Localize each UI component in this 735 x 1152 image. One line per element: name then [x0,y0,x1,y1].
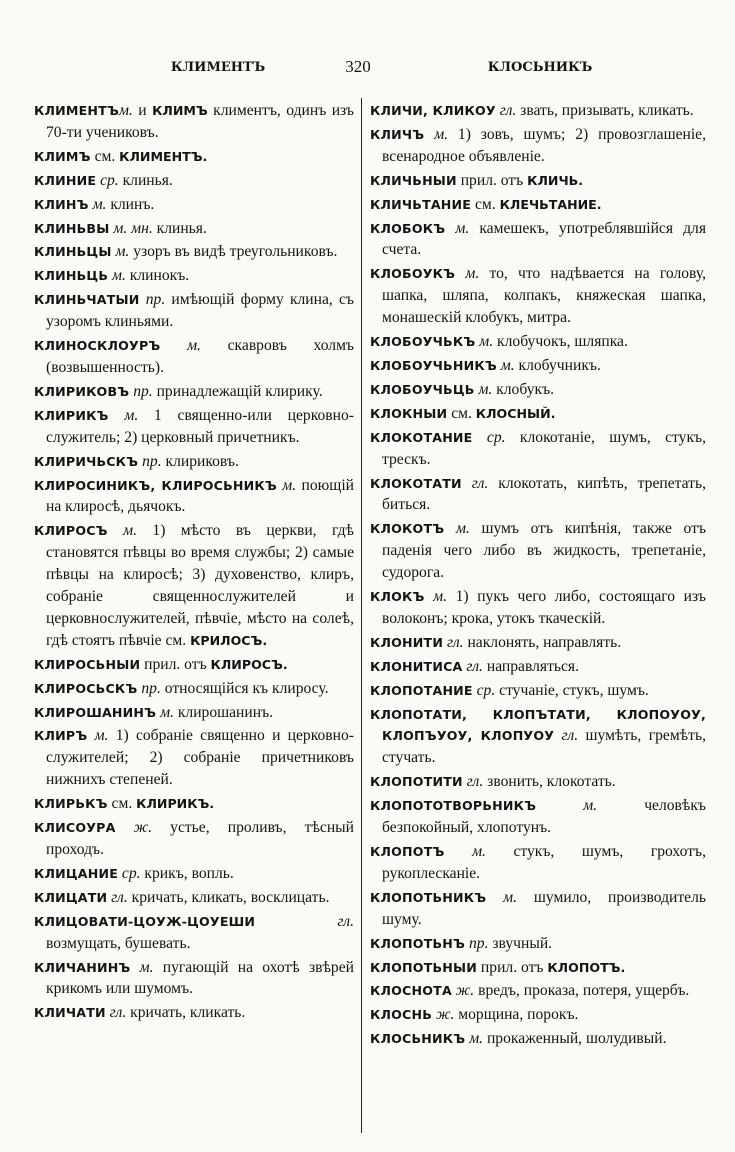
headword: КЛОПОТОТВОРЬНИКЪ [370,798,537,814]
definition: звучный. [488,934,553,952]
definition: звать, призывать, кликать. [516,102,694,119]
dictionary-entry [34,475,354,519]
definition: человѣкъ безпокойный, хлопотунъ. [382,797,706,837]
dictionary-entry [370,586,706,630]
grammar-label: ср. [472,681,496,699]
headword: КЛИРЪ [34,728,88,744]
grammar-label: м. [465,1030,484,1048]
definition: 1) мѣсто въ церкви, гдѣ становятся пѣвцы во время службы; 2) самые пѣвцы на клиросѣ; 3) духовенство, клиръ, собраніе священнослужителей и церковнослужителей, пѣвчіе, мѣсто на солеѣ, гдѣ стоятъ пѣвчіе см. [46,522,354,649]
definition: стукъ, шумъ, грохотъ, рукоплесканіе. [382,843,706,882]
headword: КЛОНИТИ [370,634,444,650]
headword: КЛОСНЬ [370,1007,433,1023]
grammar-label: м. [130,958,154,976]
dictionary-entry [34,520,354,651]
definition: то, что надѣвается на голову, шапка, шляпа, колпакъ, княжеская шапка, монашескій клобукъ, митра. [382,265,707,327]
headword: КЛИНЪ [34,196,89,212]
dictionary-entry [34,335,354,379]
grammar-label: м. [111,243,130,261]
grammar-label: м. [444,843,486,860]
definition: скавровъ холмъ (возвышенность). [46,337,354,376]
definition: относящійся къ клиросу. [160,679,329,697]
headword: КЛОПОТИТИ [370,774,463,790]
definition: поющій на клиросѣ, дьячокъ. [46,476,354,516]
headword: КЛОПОТАТИ, КЛОПЪТАТИ, КЛОПОУОУ, КЛОПЪУОУ, КЛОПУОУ [370,706,706,744]
dictionary-entry [34,1002,354,1024]
grammar-label: м. [87,727,109,745]
headword: КЛИРОСЬСКЪ [34,680,138,696]
dictionary-entry [34,265,354,287]
grammar-label: м. [445,219,470,237]
cross-reference: КЛИРИКЪ. [136,796,215,812]
grammar-label: м. [160,337,201,355]
cross-reference: КЛЕЧЬТАНИЕ. [499,196,602,212]
cross-reference: КРИЛОСЪ. [190,632,268,648]
headword: КЛОБОКЪ [370,220,446,236]
definition: крикъ, вопль. [140,864,234,882]
dictionary-entry [370,331,706,353]
definition: см. [90,147,120,165]
left-running-head: КЛИМЕНТЪ [170,60,266,75]
grammar-label: м. [474,380,493,398]
dictionary-entry [34,170,354,192]
grammar-label: ср. [96,171,119,189]
headword: КЛИЧЪ [370,126,425,142]
grammar-label: м. [486,888,518,906]
headword: КЛОКОТАТИ [370,475,462,491]
cross-reference: КЛОСНЫЙ. [475,405,556,421]
headword: КЛИНОСКЛОУРЪ [34,338,161,354]
grammar-label: пр. [139,291,166,309]
definition: 1) пукъ чего либо, состоящаго изъ волоконъ; крока, утокъ ткаческій. [382,588,706,627]
headword: КЛОКЪ [370,589,425,605]
definition: наклонять, направлять. [463,633,622,651]
definition: шумѣть, гремѣть, стучать. [382,727,706,767]
grammar-label: гл. [462,773,484,791]
dictionary-entry [34,957,354,1001]
dictionary-entry [34,817,354,861]
dictionary-entry [34,678,354,700]
grammar-label: пр. [137,679,161,697]
grammar-label: м. [475,333,494,351]
headword: КЛОБОУЧЬЦЬ [370,381,475,397]
definition: принадлежащій клирику. [152,382,323,400]
definition: звонить, клокотать. [483,773,616,791]
definition-tail: климентъ, одинъ изъ 70-ти учениковъ. [46,102,354,141]
dictionary-entry [370,379,706,401]
definition: камешекъ, употреблявшійся для счета. [382,219,706,259]
grammar-label: ж. [115,819,153,837]
headword: КЛИНЬЦЬ [34,268,109,284]
page-header [0,57,735,84]
definition: шумило, производитель шуму. [382,888,706,928]
grammar-label: гл. [443,633,464,651]
headword: КЛИЧАНИНЪ [34,959,131,975]
headword: КЛИРОСИНИКЪ, КЛИРОСЬНИКЪ [34,477,277,493]
definition: клокотаніе, шумъ, стукъ, трескъ. [382,428,706,468]
dictionary-entry [34,654,354,676]
dictionary-entry [370,1004,706,1026]
headword: КЛОСЬНИКЪ [370,1031,466,1047]
definition: и [132,102,153,119]
grammar-label: гл. [462,657,483,675]
dictionary-entry [370,933,706,955]
dictionary-entry [370,957,706,979]
dictionary-entry [370,656,706,678]
grammar-label: м. [444,520,470,538]
definition: клобучникъ. [514,356,601,374]
headword: КЛИЧЬТАНИЕ [370,196,472,212]
headword: КЛИНЬЦЫ [34,244,112,260]
definition: кричать, кликать. [126,1004,246,1022]
cross-reference: КЛИЧЬ. [527,172,584,188]
grammar-label: м. [156,703,174,721]
dictionary-entry [34,405,354,449]
headword: КЛОБОУКЪ [370,266,456,282]
headword: КЛИРИКОВЪ [34,383,130,399]
grammar-label: ж. [451,982,475,1000]
definition: см. [447,404,476,422]
dictionary-entry [370,1028,706,1050]
page-number: 320 [345,57,371,76]
definition: прил. отъ [456,171,528,189]
grammar-label: м. мн. [109,219,153,237]
headword: КЛОПОТАНИЕ [370,682,473,698]
definition: клириковъ. [161,452,239,470]
headword: КЛИЦАТИ [34,889,108,905]
definition: возмущать, бушевать. [46,934,191,952]
grammar-label: гл. [107,888,128,906]
dictionary-entry [34,725,354,791]
cross-reference: КЛИМЪ [152,103,208,118]
right-running-head: КЛОСЬНИКЪ [487,60,593,75]
grammar-label: м. [424,588,448,606]
dictionary-entry [370,170,706,192]
cross-reference: КЛОПОТЪ. [547,959,626,975]
grammar-label: м. [496,356,515,374]
definition: имѣющій форму клина, съ узоромъ клиньями. [46,291,354,331]
dictionary-entry [370,980,706,1002]
headword: КЛОКОТАНИЕ [370,429,473,445]
dictionary-entry [34,887,354,909]
definition: клобукъ. [492,380,555,398]
headword: КЛИМЕНТЪ [34,103,119,118]
headword: КЛИНЬВЫ [34,220,110,236]
definition: см. [471,195,500,213]
grammar-label: м. [455,265,480,283]
dictionary-entry [34,194,354,216]
grammar-label: гл. [255,912,354,930]
cross-reference: КЛИРОСЪ. [210,656,288,672]
headword: КЛОПОТЬНЪ [370,935,466,951]
headword: КЛИЧИ, КЛИКОУ [370,103,496,118]
headword: КЛОСНОТА [370,983,452,999]
dictionary-entry [370,680,706,702]
headword: КЛИЧАТИ [34,1005,106,1021]
dictionary-entry [370,518,706,584]
dictionary-entry [370,704,706,770]
grammar-label: м. [107,522,137,540]
cross-reference: КЛИМЕНТЪ. [119,148,208,164]
grammar-label: м. [108,267,126,285]
definition: клинья. [118,171,173,189]
headword: КЛОПОТЪ [370,844,445,859]
dictionary-entry [34,381,354,403]
headword: КЛОКОТЪ [370,521,445,537]
grammar-label: гл. [554,727,579,745]
dictionary-entry [370,427,706,471]
headword: КЛИРИЧЬСКЪ [34,453,139,469]
dictionary-entry [34,863,354,885]
dictionary-entry [370,887,706,931]
definition: клокотать, кипѣть, трепетать, биться. [382,474,706,514]
grammar-label: гл. [105,1004,127,1022]
headword: КЛИРИКЪ [34,407,109,423]
grammar-label: пр. [465,934,489,952]
headword: КЛИРОСЪ [34,523,108,539]
dictionary-entry [34,241,354,263]
dictionary-entry [370,795,706,839]
definition: клирошанинъ. [173,703,274,721]
headword: КЛОКНЫИ [370,405,448,421]
dictionary-entry [34,451,354,473]
headword: КЛИНЬЧАТЫИ [34,292,140,308]
grammar-label: ср. [472,428,506,446]
definition: см. [107,795,137,813]
definition: клинокъ. [125,267,190,285]
grammar-label: м. [276,476,297,494]
dictionary-entry [34,100,354,144]
headword: КЛИСОУРА [34,820,116,836]
headword: КЛИРОСЬНЫИ [34,656,141,672]
definition: прил. отъ [140,655,211,673]
column-divider [361,98,362,1133]
headword: КЛОПОТЬНИКЪ [370,889,487,905]
headword: КЛОНИТИСА [370,658,463,674]
definition: клобучокъ, шляпка. [493,333,628,351]
definition: вредъ, проказа, потеря, ущербъ. [474,982,690,1000]
dictionary-entry [370,403,706,425]
headword: КЛИНИЕ [34,172,97,188]
dictionary-entry [34,146,354,168]
grammar-label: пр. [129,382,153,400]
headword: КЛИЦАНИЕ [34,865,119,881]
definition: прокаженный, шолудивый. [483,1030,667,1048]
definition: стучаніе, стукъ, шумъ. [495,681,649,699]
headword: КЛИЦОВАТИ-ЦОУЖ-ЦОУЕШИ [34,913,256,929]
definition: 1) собраніе священно и церковно-служителей; 2) собраніе причетниковъ нижнихъ степеней. [46,727,355,789]
definition: кричать, кликать, восклицать. [127,888,330,906]
headword: КЛИРЬКЪ [34,796,108,812]
dictionary-entry [370,263,706,329]
right-column [370,100,706,1052]
dictionary-entry [370,355,706,377]
grammar-label: пр. [138,452,162,470]
headword: КЛИМЪ [34,148,91,164]
dictionary-entry [34,289,354,333]
definition: пугающій на охотѣ звѣрей крикомъ или шумомъ. [46,958,354,998]
grammar-label: м. [424,125,449,143]
grammar-label: ср. [118,864,141,882]
dictionary-entry [370,771,706,793]
definition: 1) зовъ, шумъ; 2) провозглашеніе, всенародное объявленіе. [382,125,706,165]
dictionary-entry [370,632,706,654]
headword: КЛИРОШАНИНЪ [34,704,157,720]
dictionary-entry [34,911,354,955]
dictionary-entry [370,218,706,262]
dictionary-entry [34,218,354,240]
grammar-label: м. [536,797,598,815]
grammar-label: м. [119,102,133,119]
definition: 1 священно-или церковно-служитель; 2) церковный причетникъ. [46,406,354,446]
headword: КЛОБОУЧЬКЪ [370,334,476,350]
definition: клинъ. [106,195,155,213]
dictionary-entry [370,473,706,517]
definition: прил. отъ [477,958,548,976]
definition: морщина, порокъ. [454,1006,579,1024]
headword: КЛОПОТЬНЫИ [370,959,478,975]
grammar-label: м. [88,195,107,213]
definition: узоръ въ видѣ треугольниковъ. [129,243,338,261]
definition: направляться. [482,657,580,675]
headword: КЛИЧЬНЫИ [370,172,457,188]
definition: устье, проливъ, тѣсный проходъ. [46,819,354,858]
dictionary-entry [34,702,354,724]
headword: КЛОБОУЧЬНИКЪ [370,357,497,373]
dictionary-entry [370,100,706,122]
grammar-label: гл. [495,102,517,119]
definition: клинья. [152,219,207,237]
dictionary-entry [370,841,706,885]
grammar-label: м. [108,406,139,424]
dictionary-entry [370,194,706,216]
dictionary-entry [370,124,706,168]
left-column [34,100,354,1026]
grammar-label: ж. [432,1006,455,1024]
dictionary-entry [34,793,354,815]
definition: шумъ отъ кипѣнія, также отъ паденія чего либо въ жидкость, трепетаніе, судорога. [382,520,707,582]
grammar-label: гл. [461,474,489,492]
